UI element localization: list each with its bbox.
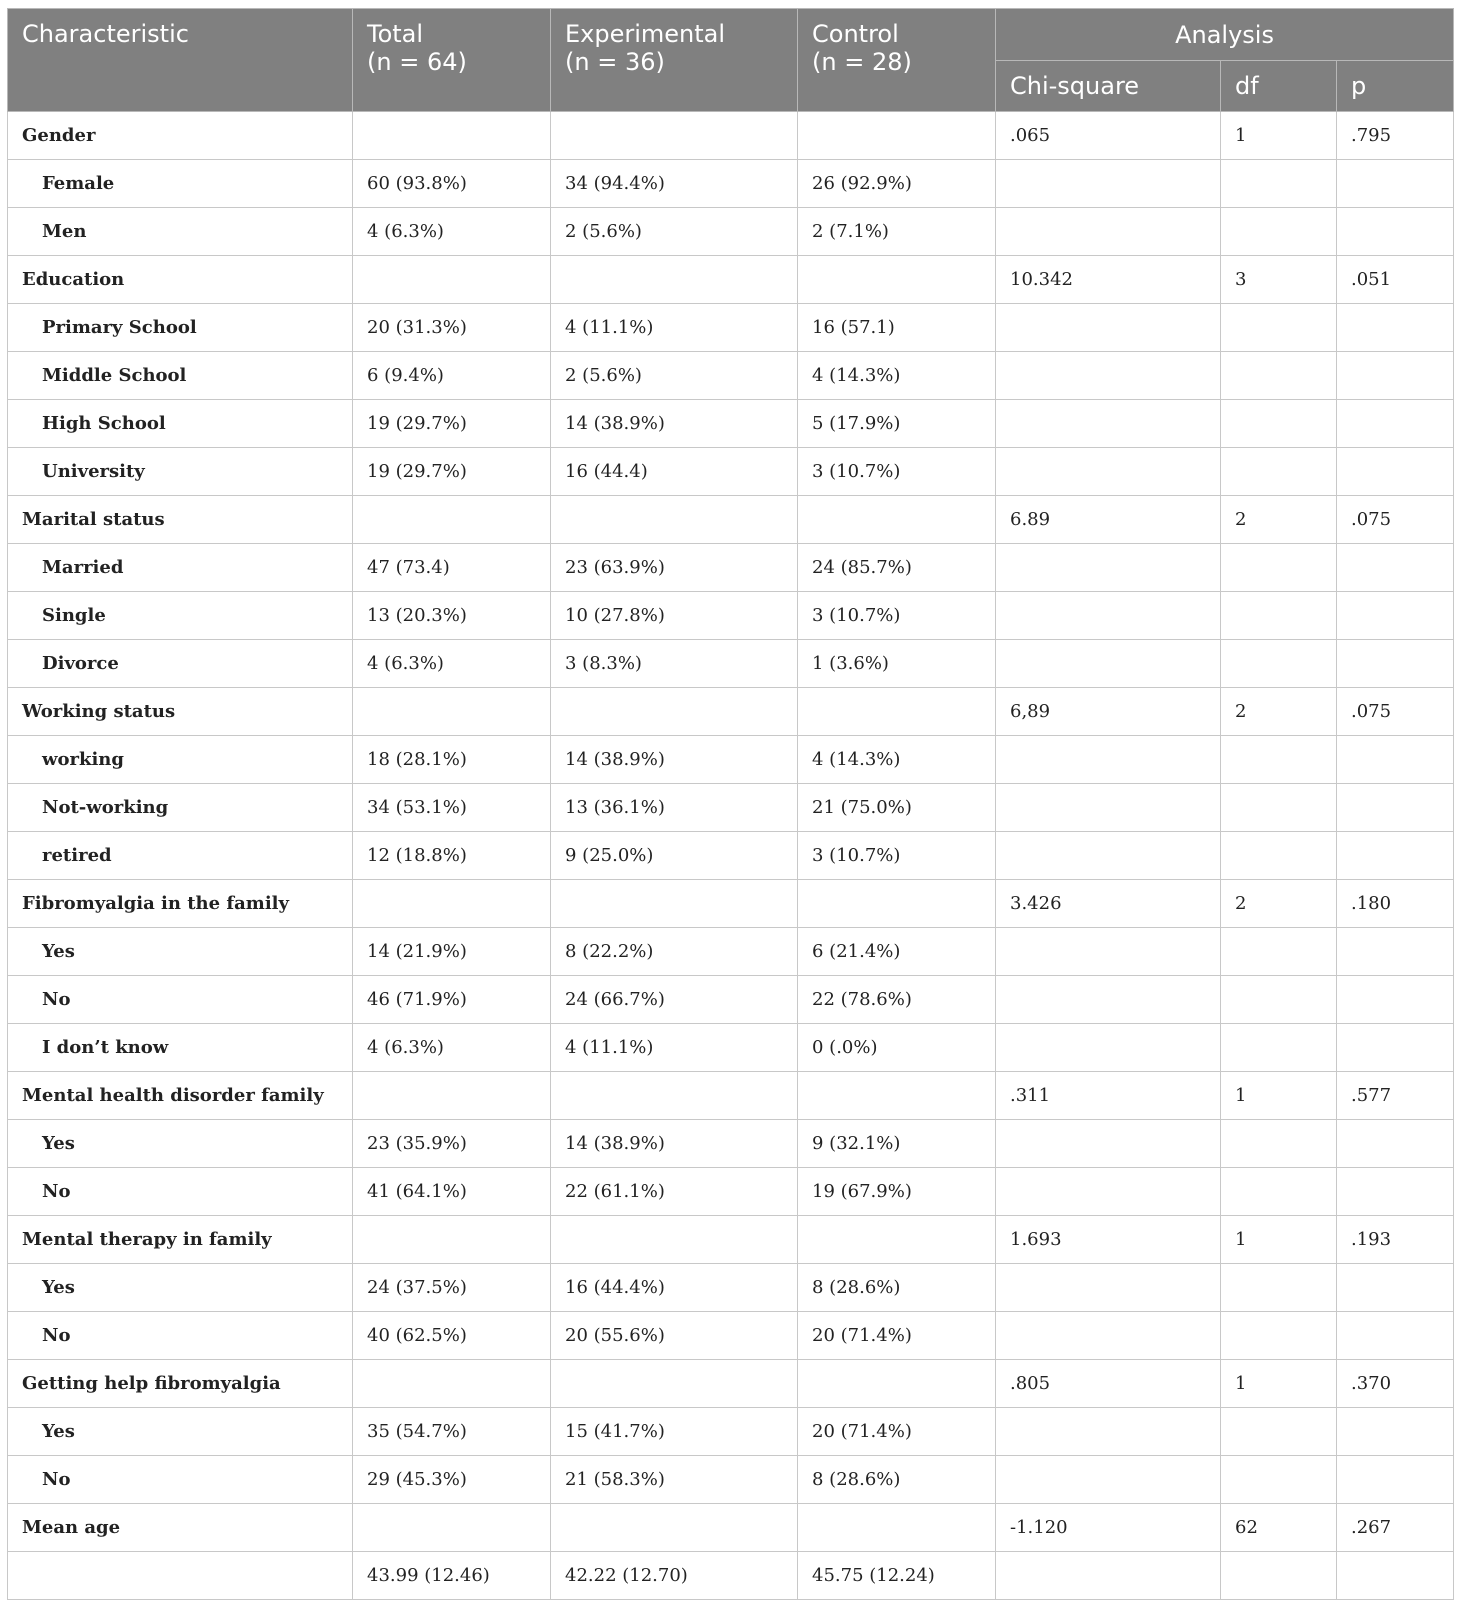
row-label: Yes bbox=[8, 1120, 353, 1168]
cell-chi-square bbox=[996, 1552, 1221, 1600]
cell-control bbox=[798, 1360, 996, 1408]
row-label: working bbox=[8, 736, 353, 784]
cell-df: 1 bbox=[1221, 1216, 1337, 1264]
cell-total: 35 (54.7%) bbox=[353, 1408, 551, 1456]
table-row-subcategory bbox=[8, 640, 1454, 688]
cell-df bbox=[1221, 1312, 1337, 1360]
cell-control: 3 (10.7%) bbox=[798, 832, 996, 880]
cell-experimental: 42.22 (12.70) bbox=[551, 1552, 798, 1600]
cell-experimental bbox=[551, 1360, 798, 1408]
cell-df bbox=[1221, 1024, 1337, 1072]
table-row-subcategory bbox=[8, 1264, 1454, 1312]
table-row-subcategory bbox=[8, 544, 1454, 592]
cell-df bbox=[1221, 544, 1337, 592]
cell-control: 8 (28.6%) bbox=[798, 1456, 996, 1504]
cell-control: 3 (10.7%) bbox=[798, 448, 996, 496]
cell-total: 6 (9.4%) bbox=[353, 352, 551, 400]
cell-control: 0 (.0%) bbox=[798, 1024, 996, 1072]
row-label: Married bbox=[8, 544, 353, 592]
cell-chi-square: 1.693 bbox=[996, 1216, 1221, 1264]
cell-df bbox=[1221, 1456, 1337, 1504]
cell-df bbox=[1221, 448, 1337, 496]
cell-experimental: 20 (55.6%) bbox=[551, 1312, 798, 1360]
cell-experimental: 13 (36.1%) bbox=[551, 784, 798, 832]
row-label: retired bbox=[8, 832, 353, 880]
cell-p: .370 bbox=[1337, 1360, 1454, 1408]
cell-chi-square bbox=[996, 304, 1221, 352]
header-p: p bbox=[1337, 61, 1454, 112]
cell-df bbox=[1221, 1168, 1337, 1216]
table-row-subcategory bbox=[8, 352, 1454, 400]
cell-p bbox=[1337, 400, 1454, 448]
cell-chi-square bbox=[996, 1168, 1221, 1216]
cell-p: .075 bbox=[1337, 688, 1454, 736]
table-row-subcategory bbox=[8, 1168, 1454, 1216]
table-row-subcategory bbox=[8, 976, 1454, 1024]
cell-chi-square: 6.89 bbox=[996, 496, 1221, 544]
cell-df bbox=[1221, 1264, 1337, 1312]
cell-p bbox=[1337, 160, 1454, 208]
cell-chi-square bbox=[996, 208, 1221, 256]
cell-df bbox=[1221, 1408, 1337, 1456]
cell-control: 6 (21.4%) bbox=[798, 928, 996, 976]
cell-experimental: 34 (94.4%) bbox=[551, 160, 798, 208]
row-label: Middle School bbox=[8, 352, 353, 400]
cell-control bbox=[798, 496, 996, 544]
cell-total: 18 (28.1%) bbox=[353, 736, 551, 784]
cell-control: 24 (85.7%) bbox=[798, 544, 996, 592]
cell-chi-square: -1.120 bbox=[996, 1504, 1221, 1552]
row-label: Marital status bbox=[8, 496, 353, 544]
row-label: No bbox=[8, 1168, 353, 1216]
cell-control: 3 (10.7%) bbox=[798, 592, 996, 640]
row-label: No bbox=[8, 976, 353, 1024]
row-label: High School bbox=[8, 400, 353, 448]
cell-chi-square bbox=[996, 1312, 1221, 1360]
cell-control: 8 (28.6%) bbox=[798, 1264, 996, 1312]
cell-total: 60 (93.8%) bbox=[353, 160, 551, 208]
cell-experimental: 3 (8.3%) bbox=[551, 640, 798, 688]
row-label: Not-working bbox=[8, 784, 353, 832]
cell-chi-square bbox=[996, 1120, 1221, 1168]
cell-experimental: 16 (44.4) bbox=[551, 448, 798, 496]
cell-control bbox=[798, 112, 996, 160]
row-label: Yes bbox=[8, 928, 353, 976]
cell-p bbox=[1337, 1168, 1454, 1216]
cell-control: 20 (71.4%) bbox=[798, 1408, 996, 1456]
cell-chi-square: .311 bbox=[996, 1072, 1221, 1120]
cell-total: 47 (73.4) bbox=[353, 544, 551, 592]
cell-total: 34 (53.1%) bbox=[353, 784, 551, 832]
cell-p bbox=[1337, 1024, 1454, 1072]
table-row-subcategory bbox=[8, 160, 1454, 208]
table-row-subcategory bbox=[8, 1312, 1454, 1360]
cell-chi-square: 3.426 bbox=[996, 880, 1221, 928]
cell-df: 2 bbox=[1221, 688, 1337, 736]
cell-chi-square bbox=[996, 976, 1221, 1024]
cell-p bbox=[1337, 928, 1454, 976]
table-row-category bbox=[8, 112, 1454, 160]
cell-p bbox=[1337, 352, 1454, 400]
cell-chi-square bbox=[996, 1264, 1221, 1312]
table-row-subcategory bbox=[8, 928, 1454, 976]
cell-control: 4 (14.3%) bbox=[798, 736, 996, 784]
cell-p bbox=[1337, 1408, 1454, 1456]
cell-total: 4 (6.3%) bbox=[353, 1024, 551, 1072]
cell-experimental bbox=[551, 496, 798, 544]
cell-p bbox=[1337, 1120, 1454, 1168]
cell-experimental: 4 (11.1%) bbox=[551, 1024, 798, 1072]
cell-df bbox=[1221, 592, 1337, 640]
cell-total: 19 (29.7%) bbox=[353, 448, 551, 496]
cell-control: 19 (67.9%) bbox=[798, 1168, 996, 1216]
cell-experimental: 9 (25.0%) bbox=[551, 832, 798, 880]
table-row-category bbox=[8, 1360, 1454, 1408]
cell-total: 23 (35.9%) bbox=[353, 1120, 551, 1168]
cell-control: 21 (75.0%) bbox=[798, 784, 996, 832]
cell-total: 41 (64.1%) bbox=[353, 1168, 551, 1216]
table-header bbox=[8, 9, 1454, 112]
row-label: Female bbox=[8, 160, 353, 208]
cell-experimental bbox=[551, 112, 798, 160]
table-row-subcategory bbox=[8, 1120, 1454, 1168]
cell-chi-square bbox=[996, 448, 1221, 496]
cell-control bbox=[798, 1216, 996, 1264]
table-row-subcategory bbox=[8, 1408, 1454, 1456]
row-label: University bbox=[8, 448, 353, 496]
cell-total: 4 (6.3%) bbox=[353, 640, 551, 688]
table-row-subcategory bbox=[8, 736, 1454, 784]
cell-p bbox=[1337, 640, 1454, 688]
cell-total: 13 (20.3%) bbox=[353, 592, 551, 640]
table-row-category bbox=[8, 880, 1454, 928]
cell-df: 3 bbox=[1221, 256, 1337, 304]
cell-chi-square bbox=[996, 1456, 1221, 1504]
cell-df: 1 bbox=[1221, 1360, 1337, 1408]
row-label: Yes bbox=[8, 1264, 353, 1312]
cell-chi-square: .805 bbox=[996, 1360, 1221, 1408]
cell-total: 46 (71.9%) bbox=[353, 976, 551, 1024]
cell-p: .795 bbox=[1337, 112, 1454, 160]
cell-experimental bbox=[551, 1216, 798, 1264]
cell-df bbox=[1221, 928, 1337, 976]
cell-chi-square bbox=[996, 832, 1221, 880]
cell-control: 26 (92.9%) bbox=[798, 160, 996, 208]
table-row-subcategory bbox=[8, 304, 1454, 352]
cell-total bbox=[353, 1216, 551, 1264]
cell-total bbox=[353, 1360, 551, 1408]
table-row-category bbox=[8, 496, 1454, 544]
cell-chi-square: .065 bbox=[996, 112, 1221, 160]
cell-total bbox=[353, 880, 551, 928]
row-label: No bbox=[8, 1312, 353, 1360]
cell-experimental: 22 (61.1%) bbox=[551, 1168, 798, 1216]
row-label: Fibromyalgia in the family bbox=[8, 880, 353, 928]
cell-p: .051 bbox=[1337, 256, 1454, 304]
cell-experimental: 14 (38.9%) bbox=[551, 736, 798, 784]
cell-experimental: 24 (66.7%) bbox=[551, 976, 798, 1024]
cell-control: 16 (57.1) bbox=[798, 304, 996, 352]
header-chi-square: Chi-square bbox=[996, 61, 1221, 112]
cell-control: 9 (32.1%) bbox=[798, 1120, 996, 1168]
cell-df bbox=[1221, 784, 1337, 832]
cell-chi-square bbox=[996, 544, 1221, 592]
table-row-subcategory bbox=[8, 448, 1454, 496]
row-label bbox=[8, 1552, 353, 1600]
cell-df: 1 bbox=[1221, 112, 1337, 160]
cell-df bbox=[1221, 304, 1337, 352]
table-row-subcategory bbox=[8, 1024, 1454, 1072]
table-row-subcategory bbox=[8, 208, 1454, 256]
cell-df bbox=[1221, 1552, 1337, 1600]
cell-total: 24 (37.5%) bbox=[353, 1264, 551, 1312]
cell-chi-square bbox=[996, 352, 1221, 400]
cell-total bbox=[353, 1504, 551, 1552]
cell-total bbox=[353, 688, 551, 736]
cell-chi-square bbox=[996, 640, 1221, 688]
row-label: Gender bbox=[8, 112, 353, 160]
row-label: Mental health disorder family bbox=[8, 1072, 353, 1120]
header-row-1 bbox=[8, 9, 1454, 61]
header-control: Control (n = 28) bbox=[798, 9, 996, 112]
cell-control: 45.75 (12.24) bbox=[798, 1552, 996, 1600]
cell-total bbox=[353, 256, 551, 304]
table-row-subcategory bbox=[8, 832, 1454, 880]
cell-experimental: 2 (5.6%) bbox=[551, 352, 798, 400]
cell-df bbox=[1221, 736, 1337, 784]
cell-total bbox=[353, 1072, 551, 1120]
table-row-subcategory bbox=[8, 592, 1454, 640]
cell-control: 20 (71.4%) bbox=[798, 1312, 996, 1360]
cell-chi-square bbox=[996, 784, 1221, 832]
cell-p bbox=[1337, 784, 1454, 832]
cell-chi-square bbox=[996, 592, 1221, 640]
cell-df bbox=[1221, 976, 1337, 1024]
cell-control bbox=[798, 1072, 996, 1120]
table-row-subcategory bbox=[8, 784, 1454, 832]
header-analysis: Analysis bbox=[996, 9, 1454, 61]
row-label: Divorce bbox=[8, 640, 353, 688]
row-label: Getting help fibromyalgia bbox=[8, 1360, 353, 1408]
table-row-subcategory bbox=[8, 1456, 1454, 1504]
cell-control bbox=[798, 688, 996, 736]
table-body bbox=[8, 112, 1454, 1600]
cell-experimental bbox=[551, 256, 798, 304]
row-label: Men bbox=[8, 208, 353, 256]
row-label: Working status bbox=[8, 688, 353, 736]
cell-experimental bbox=[551, 1504, 798, 1552]
row-label: Primary School bbox=[8, 304, 353, 352]
cell-df: 1 bbox=[1221, 1072, 1337, 1120]
cell-total: 43.99 (12.46) bbox=[353, 1552, 551, 1600]
cell-df bbox=[1221, 352, 1337, 400]
header-characteristic: Characteristic bbox=[8, 9, 353, 112]
cell-df: 62 bbox=[1221, 1504, 1337, 1552]
table-row-subcategory bbox=[8, 400, 1454, 448]
row-label: No bbox=[8, 1456, 353, 1504]
cell-p: .577 bbox=[1337, 1072, 1454, 1120]
cell-df: 2 bbox=[1221, 496, 1337, 544]
cell-experimental bbox=[551, 880, 798, 928]
cell-p bbox=[1337, 304, 1454, 352]
cell-total: 40 (62.5%) bbox=[353, 1312, 551, 1360]
cell-control: 2 (7.1%) bbox=[798, 208, 996, 256]
cell-experimental: 10 (27.8%) bbox=[551, 592, 798, 640]
cell-df bbox=[1221, 640, 1337, 688]
cell-experimental: 21 (58.3%) bbox=[551, 1456, 798, 1504]
cell-chi-square bbox=[996, 928, 1221, 976]
cell-p bbox=[1337, 544, 1454, 592]
cell-df bbox=[1221, 208, 1337, 256]
cell-chi-square bbox=[996, 400, 1221, 448]
cell-experimental: 8 (22.2%) bbox=[551, 928, 798, 976]
table-row-category bbox=[8, 256, 1454, 304]
cell-p bbox=[1337, 1312, 1454, 1360]
cell-control bbox=[798, 1504, 996, 1552]
table-row-category bbox=[8, 1072, 1454, 1120]
cell-experimental: 14 (38.9%) bbox=[551, 400, 798, 448]
header-total: Total (n = 64) bbox=[353, 9, 551, 112]
cell-p bbox=[1337, 832, 1454, 880]
row-label: Education bbox=[8, 256, 353, 304]
row-label: Yes bbox=[8, 1408, 353, 1456]
cell-df bbox=[1221, 1120, 1337, 1168]
cell-chi-square: 10.342 bbox=[996, 256, 1221, 304]
cell-df bbox=[1221, 160, 1337, 208]
cell-p bbox=[1337, 1456, 1454, 1504]
row-label: I don’t know bbox=[8, 1024, 353, 1072]
cell-chi-square bbox=[996, 160, 1221, 208]
cell-control bbox=[798, 880, 996, 928]
cell-experimental bbox=[551, 1072, 798, 1120]
cell-experimental: 16 (44.4%) bbox=[551, 1264, 798, 1312]
cell-experimental: 15 (41.7%) bbox=[551, 1408, 798, 1456]
cell-experimental: 14 (38.9%) bbox=[551, 1120, 798, 1168]
cell-chi-square bbox=[996, 1408, 1221, 1456]
cell-p: .180 bbox=[1337, 880, 1454, 928]
table-row-category bbox=[8, 688, 1454, 736]
cell-experimental: 4 (11.1%) bbox=[551, 304, 798, 352]
cell-total: 14 (21.9%) bbox=[353, 928, 551, 976]
cell-p bbox=[1337, 1264, 1454, 1312]
row-label: Single bbox=[8, 592, 353, 640]
cell-p bbox=[1337, 1552, 1454, 1600]
demographics-table bbox=[7, 8, 1454, 1600]
cell-p bbox=[1337, 592, 1454, 640]
cell-total: 29 (45.3%) bbox=[353, 1456, 551, 1504]
row-label: Mean age bbox=[8, 1504, 353, 1552]
cell-control: 22 (78.6%) bbox=[798, 976, 996, 1024]
cell-p bbox=[1337, 208, 1454, 256]
cell-experimental bbox=[551, 688, 798, 736]
cell-total: 12 (18.8%) bbox=[353, 832, 551, 880]
cell-chi-square: 6,89 bbox=[996, 688, 1221, 736]
cell-df bbox=[1221, 400, 1337, 448]
cell-experimental: 2 (5.6%) bbox=[551, 208, 798, 256]
cell-chi-square bbox=[996, 736, 1221, 784]
row-label: Mental therapy in family bbox=[8, 1216, 353, 1264]
demographics-table-container bbox=[7, 8, 1454, 1600]
header-df: df bbox=[1221, 61, 1337, 112]
cell-p bbox=[1337, 976, 1454, 1024]
cell-p: .267 bbox=[1337, 1504, 1454, 1552]
cell-control: 1 (3.6%) bbox=[798, 640, 996, 688]
cell-chi-square bbox=[996, 1024, 1221, 1072]
cell-p bbox=[1337, 736, 1454, 784]
cell-total: 19 (29.7%) bbox=[353, 400, 551, 448]
cell-total bbox=[353, 112, 551, 160]
cell-experimental: 23 (63.9%) bbox=[551, 544, 798, 592]
cell-control: 4 (14.3%) bbox=[798, 352, 996, 400]
cell-p: .193 bbox=[1337, 1216, 1454, 1264]
cell-df: 2 bbox=[1221, 880, 1337, 928]
table-row-category bbox=[8, 1504, 1454, 1552]
cell-control: 5 (17.9%) bbox=[798, 400, 996, 448]
cell-p: .075 bbox=[1337, 496, 1454, 544]
cell-p bbox=[1337, 448, 1454, 496]
cell-total: 20 (31.3%) bbox=[353, 304, 551, 352]
header-experimental: Experimental (n = 36) bbox=[551, 9, 798, 112]
cell-total: 4 (6.3%) bbox=[353, 208, 551, 256]
table-row-subcategory bbox=[8, 1552, 1454, 1600]
cell-df bbox=[1221, 832, 1337, 880]
table-row-category bbox=[8, 1216, 1454, 1264]
cell-control bbox=[798, 256, 996, 304]
cell-total bbox=[353, 496, 551, 544]
